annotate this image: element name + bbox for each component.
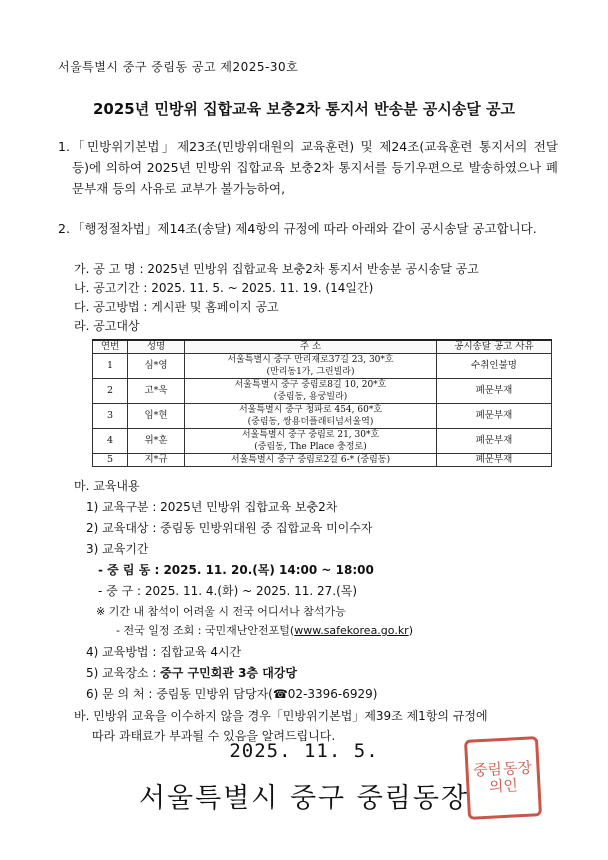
table-row — [93, 379, 552, 404]
paragraph-2 — [58, 218, 558, 239]
paragraph-number: 2. — [58, 221, 70, 236]
education-target: 2) 교육대상 : 중림동 민방위대원 중 집합교육 미이수자 — [86, 521, 373, 535]
summary-title: 가. 공 고 명 : 2025년 민방위 집합교육 보충2차 통지서 반송분 공시송달 공고 — [74, 262, 479, 276]
cell-address — [185, 429, 437, 454]
cell-address — [185, 404, 437, 429]
address-line: 서울특별시 중구 청파로 454, 60*호 — [238, 405, 383, 415]
cell-no: 1 — [93, 354, 128, 379]
cell-name: 지*규 — [128, 454, 185, 467]
table-header-row — [93, 340, 552, 354]
summary-value: 게시판 및 홈페이지 공고 — [151, 300, 279, 314]
summary-label: 다. 공고방법 — [74, 300, 140, 314]
summary-label: 가. 공 고 명 — [74, 262, 136, 276]
national-schedule-suffix: ) — [408, 624, 414, 637]
education-period-label: 3) 교육기간 — [86, 542, 149, 556]
cell-reason: 수취인불명 — [437, 354, 552, 379]
paragraph-1 — [58, 136, 558, 199]
education-place-label: 5) 교육장소 : — [86, 666, 161, 680]
safekorea-link[interactable]: www.safekorea.go.kr — [294, 624, 409, 637]
col-header-name: 성명 — [128, 340, 185, 354]
education-type: 1) 교육구분 : 2025년 민방위 집합교육 보충2차 — [86, 500, 338, 514]
period-junggu: - 중 구 : 2025. 11. 4.(화) ~ 2025. 11. 27.(목) — [98, 584, 358, 598]
col-header-no: 연번 — [93, 340, 128, 354]
education-heading: 마. 교육내용 — [74, 479, 140, 493]
closing-line-1: 바. 민방위 교육을 이수하지 않을 경우「민방위기본법」제39조 제1항의 규정에 — [74, 709, 488, 723]
address-line: 서울특별시 중구 중림로 21, 30*호 — [241, 430, 380, 440]
table-row — [93, 354, 552, 379]
col-header-reason: 공시송달 공고 사유 — [437, 340, 552, 354]
table-row — [93, 404, 552, 429]
summary-label: 나. 공고기간 — [74, 281, 140, 295]
cell-address — [185, 354, 437, 379]
summary-period: 나. 공고기간 : 2025. 11. 5. ~ 2025. 11. 19. (14일간) — [74, 281, 374, 295]
address-detail: (중림동, The Place 충정로) — [254, 442, 367, 452]
national-schedule-label: - 전국 일정 조회 : 국민재난안전포털( — [116, 624, 295, 637]
seal-text: 의인 — [488, 776, 519, 796]
notice-number: 서울특별시 중구 중림동 공고 제2025-30호 — [58, 60, 299, 74]
paragraph-text: 「행정절차법」제14조(송달) 제4항의 규정에 따라 아래와 같이 공시송달 공고합니다. — [72, 221, 537, 236]
seal-text: 중림 — [472, 760, 503, 780]
paragraph-text: 「민방위기본법」제23조(민방위대원의 교육훈련) 및 제24조(교육훈련 통지서의 전달 등)에 의하여 2025년 민방위 집합교육 보충2차 통지서를 등기우편으로 발송하였으나 폐문부재 등의 사유로 교부가 불가능하여, — [72, 139, 558, 196]
cell-reason: 폐문부재 — [437, 454, 552, 467]
summary-target — [74, 317, 140, 335]
cell-no: 5 — [93, 454, 128, 467]
education-place-value: 중구 구민회관 3층 대강당 — [160, 666, 297, 680]
attendance-note: ※ 기간 내 참석이 어려울 시 전국 어디서나 참석가능 — [96, 605, 346, 618]
official-seal — [464, 736, 542, 820]
issue-date: 2025. 11. 5. — [229, 740, 379, 762]
cell-name: 위*훈 — [128, 429, 185, 454]
cell-no: 4 — [93, 429, 128, 454]
table-row — [93, 454, 552, 467]
cell-no: 3 — [93, 404, 128, 429]
summary-method: 다. 공고방법 : 게시판 및 홈페이지 공고 — [74, 300, 279, 314]
cell-name: 심*영 — [128, 354, 185, 379]
target-table — [92, 339, 552, 467]
paragraph-number: 1. — [58, 139, 70, 154]
summary-label: 라. 공고대상 — [74, 319, 140, 333]
summary-value: 2025년 민방위 집합교육 보충2차 통지서 반송분 공시송달 공고 — [147, 262, 479, 276]
document-title: 2025년 민방위 집합교육 보충2차 통지서 반송분 공시송달 공고 — [92, 100, 515, 118]
table-row — [93, 429, 552, 454]
address-detail: (중림동, 쌍용더플래티넘서울역) — [247, 417, 374, 427]
address-detail: (만리동1가, 그린빌라) — [266, 367, 355, 377]
period-jungnim: - 중 림 동 : 2025. 11. 20.(목) 14:00 ~ 18:00 — [98, 563, 374, 577]
col-header-address: 주 소 — [185, 340, 437, 354]
cell-name: 임*현 — [128, 404, 185, 429]
address-line: 서울특별시 중구 중림로8길 10, 20*호 — [234, 380, 387, 390]
address-detail: (중림동, 용궁빌라) — [273, 392, 348, 402]
cell-reason: 폐문부재 — [437, 404, 552, 429]
education-contact: 6) 문 의 처 : 중림동 민방위 담당자(☎02-3396-6929) — [86, 687, 378, 701]
cell-address — [185, 379, 437, 404]
cell-name: 고*욱 — [128, 379, 185, 404]
cell-address: 서울특별시 중구 중림로2길 6-* (중림동) — [185, 454, 437, 467]
cell-reason: 폐문부재 — [437, 429, 552, 454]
issuer-name: 서울특별시 중구 중림동장 — [138, 783, 470, 814]
address-line: 서울특별시 중구 만리재로37길 23, 30*호 — [227, 355, 394, 365]
education-place — [86, 664, 297, 682]
national-schedule — [116, 622, 413, 640]
summary-value: 2025. 11. 5. ~ 2025. 11. 19. (14일간) — [151, 281, 374, 295]
education-method: 4) 교육방법 : 집합교육 4시간 — [86, 645, 242, 659]
cell-reason: 폐문부재 — [437, 379, 552, 404]
closing-line-2: 따라 과태료가 부과될 수 있음을 알려드립니다. — [92, 729, 336, 743]
cell-no: 2 — [93, 379, 128, 404]
seal-text: 동장 — [502, 758, 533, 778]
